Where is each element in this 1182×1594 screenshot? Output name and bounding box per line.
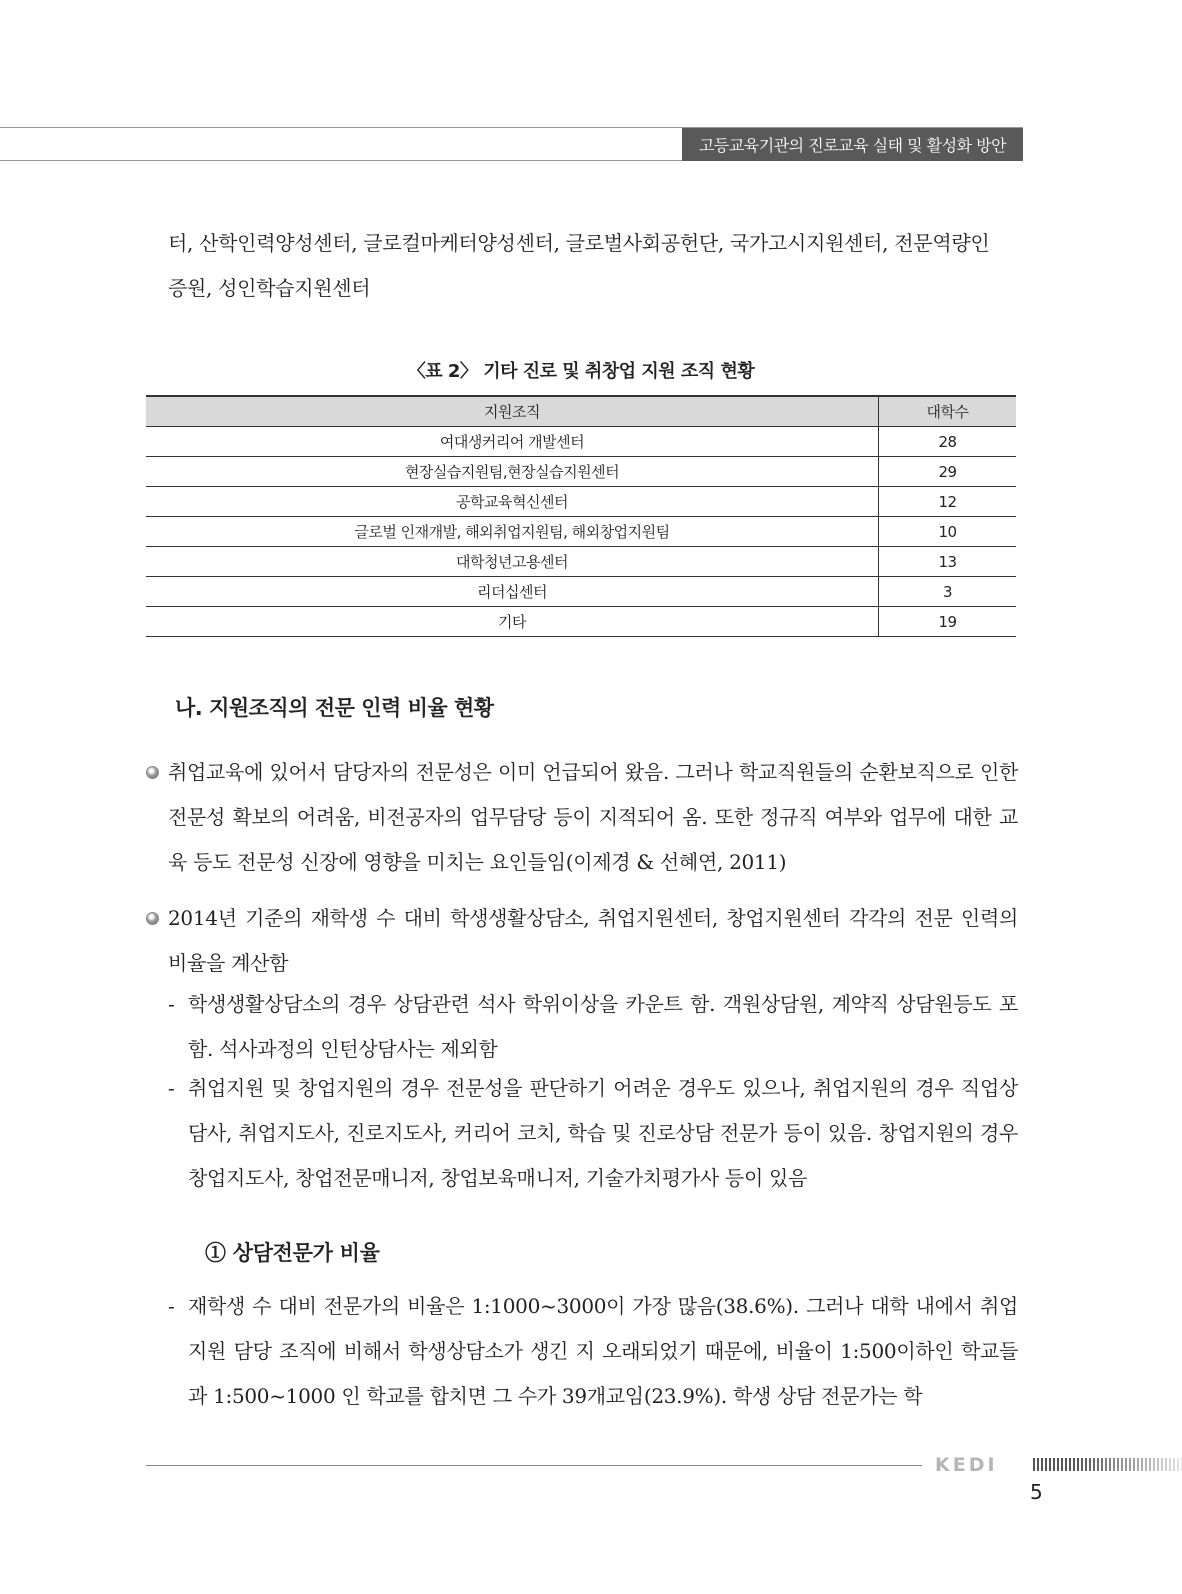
cell-count: 29 — [879, 457, 1017, 487]
barcode-decoration — [1033, 1458, 1182, 1471]
page-number: 5 — [1030, 1480, 1043, 1504]
running-title: 고등교육기관의 진로교육 실태 및 활성화 방안 — [682, 128, 1023, 161]
cell-org: 리더십센터 — [146, 577, 879, 607]
cell-count: 3 — [879, 577, 1017, 607]
table-row — [146, 487, 1016, 517]
col-header-org: 지원조직 — [146, 396, 879, 427]
dash-text: 취업지원 및 창업지원의 경우 전문성을 판단하기 어려운 경우도 있으나, 취업지원의 경우 직업상담사, 취업지도사, 진로지도사, 커리어 코치, 학습 및 진로상담 전문가 등이 있음. 창업지원의 경우 창업지도사, 창업전문매니저, 창업보육매니저, 기술가치평가사 등이 있음 — [188, 1076, 1018, 1190]
dash-marker: - — [168, 1294, 175, 1318]
cell-org: 글로벌 인재개발, 해외취업지원팀, 해외창업지원팀 — [146, 517, 879, 547]
dash-marker: - — [168, 992, 175, 1016]
circle-bullet-icon — [146, 766, 159, 779]
table-row — [146, 517, 1016, 547]
header-rule-lower — [0, 160, 682, 161]
cell-count: 12 — [879, 487, 1017, 517]
cell-org: 현장실습지원팀,현장실습지원센터 — [146, 457, 879, 487]
table-caption: 〈표 2〉 기타 진로 및 취창업 지원 조직 현황 — [407, 361, 755, 382]
cell-count: 10 — [879, 517, 1017, 547]
table-header-row — [146, 396, 1016, 427]
dash-item — [168, 1284, 1018, 1419]
cell-org: 대학청년고용센터 — [146, 547, 879, 577]
dash-text: 재학생 수 대비 전문가의 비율은 1:1000~3000이 가장 많음(38.6%). 그러나 대학 내에서 취업지원 담당 조직에 비해서 학생상담소가 생긴 지 오래되었기 때문에, 비율이 1:500이하인 학교들과 1:500~1000 인 학교를 합치면 그 수가 39개교임(23.9%). 학생 상담 전문가는 학 — [188, 1294, 1018, 1408]
dash-item — [168, 982, 1018, 1072]
dash-item — [168, 1066, 1018, 1201]
table-row — [146, 457, 1016, 487]
col-header-count: 대학수 — [879, 396, 1017, 427]
table-row — [146, 427, 1016, 457]
section-heading: 나. 지원조직의 전문 인력 비율 현황 — [175, 696, 494, 720]
bullet-item — [146, 750, 1018, 885]
dash-marker: - — [168, 1076, 175, 1100]
bullet-text: 2014년 기준의 재학생 수 대비 학생생활상담소, 취업지원센터, 창업지원센터 각각의 전문 인력의 비율을 계산함 — [168, 906, 1018, 975]
cell-org: 공학교육혁신센터 — [146, 487, 879, 517]
cell-count: 19 — [879, 607, 1017, 637]
bullet-text: 취업교육에 있어서 담당자의 전문성은 이미 언급되어 왔음. 그러나 학교직원들의 순환보직으로 인한 전문성 확보의 어려움, 비전공자의 업무담당 등이 지적되어 옴. 또한 정규직 여부와 업무에 대한 교육 등도 전문성 신장에 영향을 미치는 요인들임(이제경 & 선혜연, 2011) — [168, 760, 1018, 874]
table-row — [146, 607, 1016, 637]
cell-org: 기타 — [146, 607, 879, 637]
intro-line-2: 증원, 성인학습지원센터 — [168, 276, 371, 300]
table-row — [146, 547, 1016, 577]
bullet-item — [146, 896, 1018, 986]
circle-bullet-icon — [146, 912, 159, 925]
footer-rule — [146, 1465, 922, 1466]
intro-line-1: 터, 산학인력양성센터, 글로컬마케터양성센터, 글로벌사회공헌단, 국가고시지원센터, 전문역량인 — [168, 231, 990, 255]
table-row — [146, 577, 1016, 607]
support-org-table — [146, 395, 1016, 637]
intro-paragraph — [168, 221, 1018, 311]
cell-count: 28 — [879, 427, 1017, 457]
cell-count: 13 — [879, 547, 1017, 577]
cell-org: 여대생커리어 개발센터 — [146, 427, 879, 457]
subsection-heading: ① 상담전문가 비율 — [205, 1240, 380, 1265]
kedi-logo: KEDI — [935, 1454, 998, 1476]
dash-text: 학생생활상담소의 경우 상담관련 석사 학위이상을 카운트 함. 객원상담원, 계약직 상담원등도 포함. 석사과정의 인턴상담사는 제외함 — [188, 992, 1018, 1061]
